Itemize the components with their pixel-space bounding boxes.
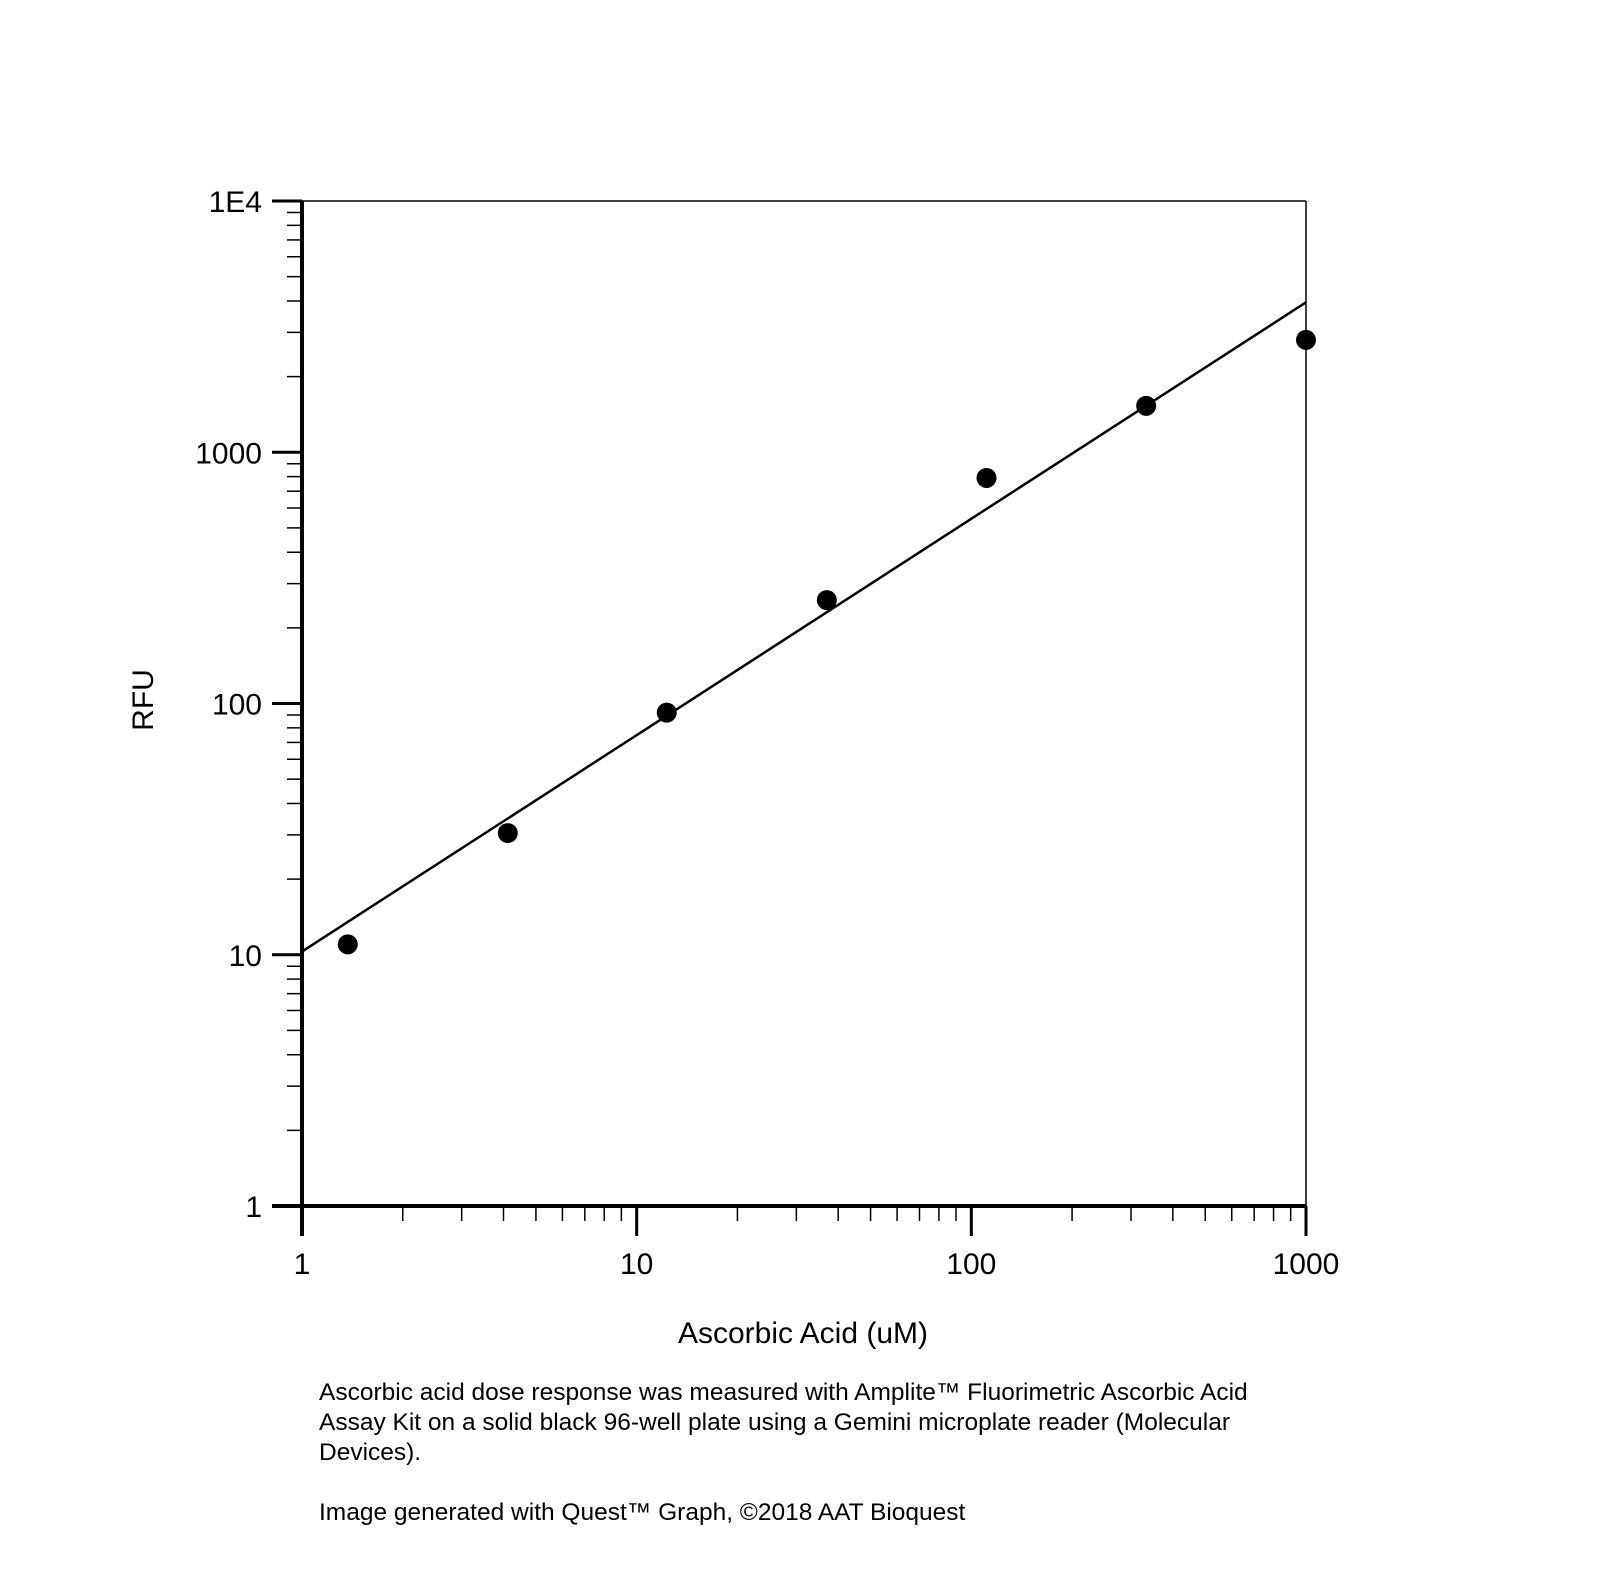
figure-caption [319, 1378, 1299, 1528]
data-point [1296, 330, 1316, 350]
data-point [977, 468, 997, 488]
fit-line-layer [302, 302, 1306, 951]
y-tick-label: 1E4 [208, 186, 262, 219]
x-tick-label: 10 [619, 1248, 654, 1281]
data-point [817, 590, 837, 610]
x-axis-label: Ascorbic Acid (uM) [677, 1317, 929, 1350]
y-tick-label: 1000 [195, 437, 262, 471]
y-tick-label: 10 [228, 939, 262, 973]
y-axis-label: RFU [127, 669, 160, 731]
y-tick-label: 1 [245, 1191, 262, 1224]
data-point [338, 934, 358, 954]
caption-text: Ascorbic acid dose response was measured with Amplite™ Fluorimetric Ascorbic Acid Assay Kit on a solid black 96-well plate using a Gemini microplate reader (Molecular Devices). [319, 1379, 1248, 1466]
x-tick-label: 1000 [1272, 1248, 1340, 1281]
y-axis [195, 186, 302, 1236]
x-tick-label: 1 [293, 1248, 311, 1281]
fit-line [302, 302, 1306, 951]
data-point [498, 823, 518, 843]
data-point [1136, 396, 1156, 416]
data-points [338, 330, 1316, 954]
y-tick-label: 100 [211, 688, 262, 722]
x-tick-label: 100 [946, 1248, 997, 1281]
plot-frame [302, 201, 1306, 1206]
x-axis [272, 1206, 1339, 1281]
data-point [657, 703, 677, 723]
caption-credit: Image generated with Quest™ Graph, ©2018 AAT Bioquest [319, 1499, 966, 1526]
